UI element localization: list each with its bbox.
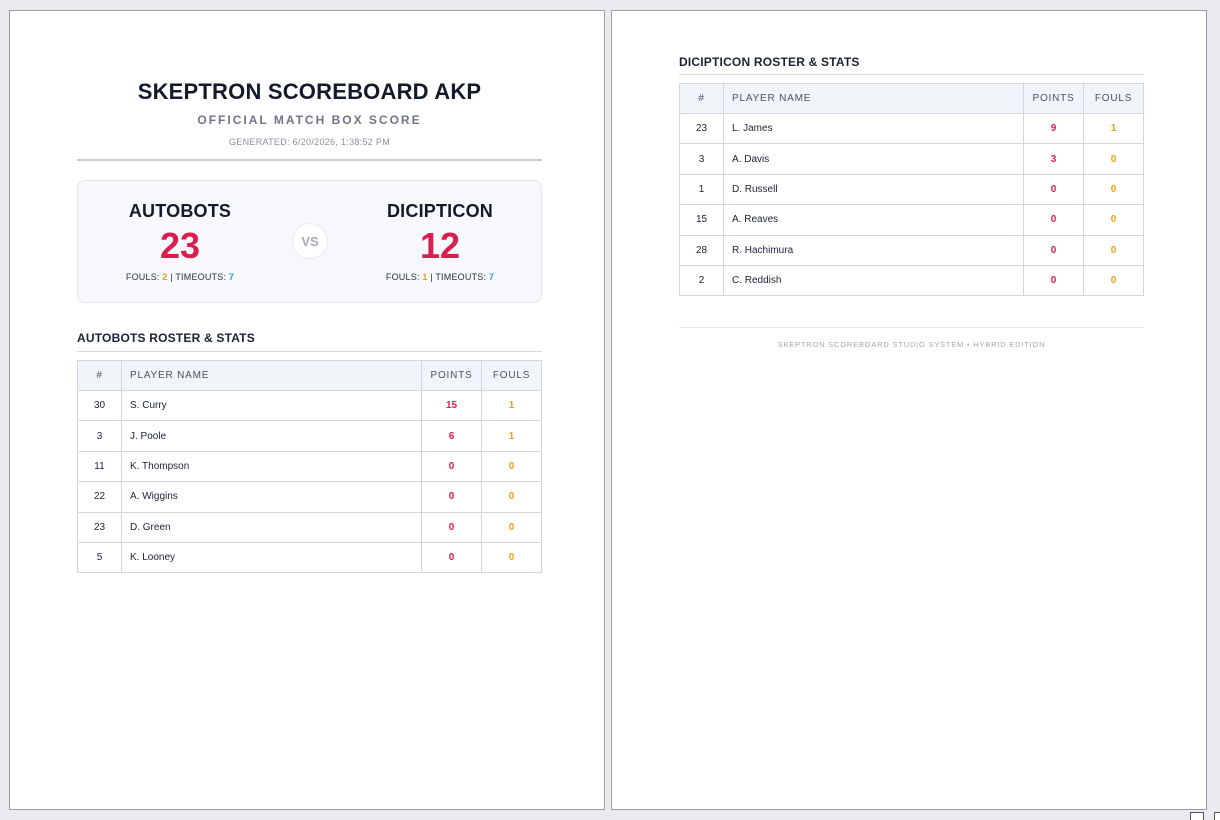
col-header-player: PLAYER NAME bbox=[122, 361, 422, 391]
col-header-points: POINTS bbox=[1024, 84, 1084, 114]
player-fouls: 0 bbox=[482, 482, 542, 512]
away-roster-title: DICIPTICON ROSTER & STATS bbox=[679, 55, 860, 69]
player-fouls: 0 bbox=[1084, 235, 1144, 265]
player-name: R. Hachimura bbox=[724, 235, 1024, 265]
home-fouls-value: 2 bbox=[162, 272, 168, 282]
vs-badge: VS bbox=[292, 223, 328, 259]
player-name: K. Thompson bbox=[122, 451, 422, 481]
player-fouls: 0 bbox=[482, 451, 542, 481]
player-fouls: 0 bbox=[1084, 174, 1144, 204]
col-header-fouls: FOULS bbox=[482, 361, 542, 391]
player-name: A. Davis bbox=[724, 144, 1024, 174]
away-team-score: 12 bbox=[419, 225, 461, 266]
home-timeouts-value: 7 bbox=[228, 272, 235, 282]
home-team-meta bbox=[80, 272, 280, 282]
player-number: 23 bbox=[78, 512, 122, 542]
expand-icon[interactable] bbox=[1214, 812, 1220, 820]
player-number: 15 bbox=[680, 205, 724, 235]
player-number: 23 bbox=[680, 114, 724, 144]
player-points: 9 bbox=[1024, 114, 1084, 144]
viewer-corner-controls bbox=[1180, 810, 1220, 820]
table-row bbox=[680, 174, 1144, 204]
player-name: D. Green bbox=[122, 512, 422, 542]
player-number: 22 bbox=[78, 482, 122, 512]
player-points: 0 bbox=[1024, 265, 1084, 295]
col-header-number: # bbox=[78, 361, 122, 391]
player-number: 5 bbox=[78, 542, 122, 572]
player-number: 3 bbox=[680, 144, 724, 174]
home-team-score: 23 bbox=[159, 225, 201, 266]
home-roster-divider bbox=[77, 351, 542, 352]
away-fouls-value: 1 bbox=[422, 272, 428, 282]
player-points: 15 bbox=[422, 391, 482, 421]
player-name: D. Russell bbox=[724, 174, 1024, 204]
player-fouls: 1 bbox=[482, 421, 542, 451]
player-points: 0 bbox=[1024, 235, 1084, 265]
document-subtitle: OFFICIAL MATCH BOX SCORE bbox=[197, 113, 422, 127]
table-row bbox=[78, 482, 542, 512]
table-row bbox=[78, 451, 542, 481]
player-number: 1 bbox=[680, 174, 724, 204]
table-row bbox=[680, 205, 1144, 235]
table-row bbox=[680, 235, 1144, 265]
table-row bbox=[78, 512, 542, 542]
table-row bbox=[78, 542, 542, 572]
footer-divider bbox=[679, 327, 1144, 328]
home-roster-title: AUTOBOTS ROSTER & STATS bbox=[77, 331, 255, 345]
player-name: A. Reaves bbox=[724, 205, 1024, 235]
away-timeouts-label: TIMEOUTS: bbox=[435, 272, 487, 282]
table-row bbox=[680, 144, 1144, 174]
player-name: K. Looney bbox=[122, 542, 422, 572]
home-meta-separator: | bbox=[170, 272, 173, 282]
away-timeouts-value: 7 bbox=[488, 272, 495, 282]
home-team-block bbox=[80, 181, 280, 282]
home-timeouts-label: TIMEOUTS: bbox=[175, 272, 227, 282]
col-header-points: POINTS bbox=[422, 361, 482, 391]
away-team-name: DICIPTICON bbox=[386, 201, 493, 221]
away-meta-separator: | bbox=[430, 272, 433, 282]
home-fouls-label: FOULS: bbox=[125, 272, 160, 282]
player-points: 0 bbox=[422, 542, 482, 572]
away-roster-table bbox=[679, 83, 1144, 296]
player-number: 3 bbox=[78, 421, 122, 451]
col-header-fouls: FOULS bbox=[1084, 84, 1144, 114]
player-fouls: 0 bbox=[1084, 265, 1144, 295]
player-points: 0 bbox=[1024, 174, 1084, 204]
player-name: J. Poole bbox=[122, 421, 422, 451]
player-name: S. Curry bbox=[122, 391, 422, 421]
player-fouls: 0 bbox=[1084, 144, 1144, 174]
player-name: C. Reddish bbox=[724, 265, 1024, 295]
home-roster-table bbox=[77, 360, 542, 573]
player-number: 11 bbox=[78, 451, 122, 481]
player-name: L. James bbox=[724, 114, 1024, 144]
table-header-row bbox=[78, 361, 542, 391]
table-row bbox=[78, 391, 542, 421]
document-footer: SKEPTRON SCOREBOARD STUDIO SYSTEM • HYBRID EDITION bbox=[777, 340, 1046, 349]
player-number: 2 bbox=[680, 265, 724, 295]
header-divider bbox=[77, 159, 542, 161]
player-points: 0 bbox=[422, 451, 482, 481]
player-points: 6 bbox=[422, 421, 482, 451]
generated-timestamp: GENERATED: 6/20/2026, 1:38:52 PM bbox=[228, 137, 390, 147]
player-number: 30 bbox=[78, 391, 122, 421]
page-1 bbox=[9, 10, 605, 810]
table-row bbox=[680, 265, 1144, 295]
table-row bbox=[680, 114, 1144, 144]
player-points: 0 bbox=[422, 512, 482, 542]
player-number: 28 bbox=[680, 235, 724, 265]
player-name: A. Wiggins bbox=[122, 482, 422, 512]
player-fouls: 1 bbox=[1084, 114, 1144, 144]
player-fouls: 1 bbox=[482, 391, 542, 421]
table-row bbox=[78, 421, 542, 451]
away-team-block bbox=[340, 181, 540, 282]
player-fouls: 0 bbox=[482, 512, 542, 542]
page-view-icon[interactable] bbox=[1190, 812, 1204, 820]
home-team-name: AUTOBOTS bbox=[128, 201, 232, 221]
away-roster-divider bbox=[679, 74, 1144, 75]
document-title: SKEPTRON SCOREBOARD AKP bbox=[137, 79, 482, 104]
player-fouls: 0 bbox=[482, 542, 542, 572]
col-header-player: PLAYER NAME bbox=[724, 84, 1024, 114]
table-header-row bbox=[680, 84, 1144, 114]
player-fouls: 0 bbox=[1084, 205, 1144, 235]
player-points: 0 bbox=[1024, 205, 1084, 235]
score-summary-card bbox=[77, 180, 542, 303]
page-2 bbox=[611, 10, 1207, 810]
player-points: 3 bbox=[1024, 144, 1084, 174]
player-points: 0 bbox=[422, 482, 482, 512]
away-team-meta bbox=[340, 272, 540, 282]
away-fouls-label: FOULS: bbox=[385, 272, 420, 282]
col-header-number: # bbox=[680, 84, 724, 114]
